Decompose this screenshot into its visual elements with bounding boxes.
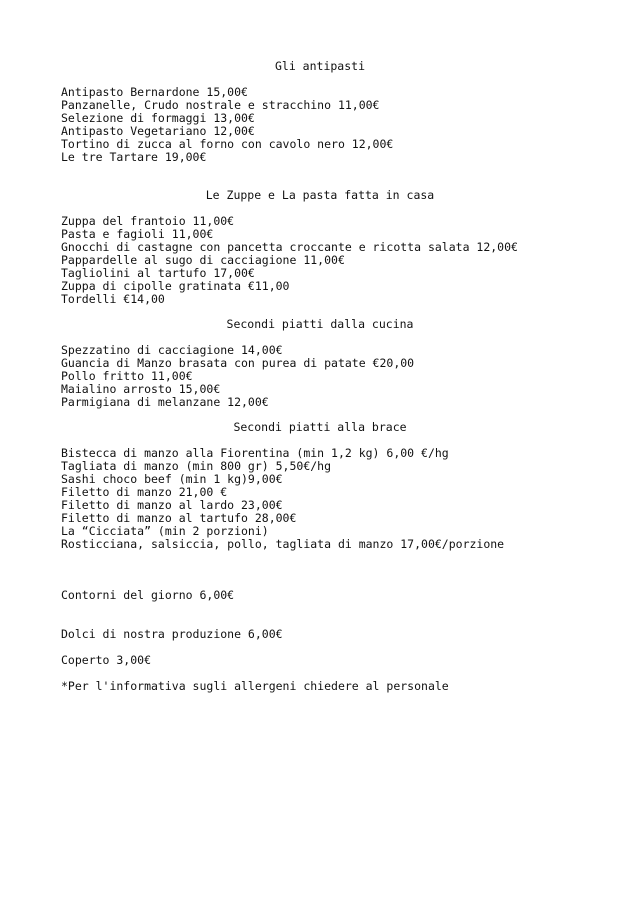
menu-list-secondi-cucina (61, 344, 414, 409)
menu-list-secondi-brace (61, 447, 504, 551)
menu-item: Filetto di manzo 21,00 € (61, 485, 228, 499)
section-heading-secondi-brace: Secondi piatti alla brace (233, 420, 407, 434)
menu-item: Bistecca di manzo alla Fiorentina (min 1,2 kg) 6,00 €/hg (61, 446, 449, 460)
menu-item: La “Cicciata” (min 2 porzioni) (61, 524, 269, 538)
menu-item: Tortino di zucca al forno con cavolo nero 12,00€ (61, 137, 394, 151)
menu-item: Sashi choco beef (min 1 kg)9,00€ (61, 472, 283, 486)
menu-item: Antipasto Bernardone 15,00€ (61, 85, 248, 99)
menu-item: Pappardelle al sugo di cacciagione 11,00€ (61, 253, 345, 267)
menu-item: Pasta e fagioli 11,00€ (61, 227, 214, 241)
coperto-line: Coperto 3,00€ (61, 653, 152, 667)
menu-item: Pollo fritto 11,00€ (61, 369, 193, 383)
menu-list-zuppe-pasta (61, 215, 518, 306)
menu-item: Guancia di Manzo brasata con purea di patate €20,00 (61, 356, 415, 370)
contorni-line: Contorni del giorno 6,00€ (61, 588, 235, 602)
menu-item: Maialino arrosto 15,00€ (61, 382, 221, 396)
menu-item: Filetto di manzo al lardo 23,00€ (61, 498, 283, 512)
dolci-line: Dolci di nostra produzione 6,00€ (61, 627, 283, 641)
menu-item: Le tre Tartare 19,00€ (61, 150, 207, 164)
menu-item: Selezione di formaggi 13,00€ (61, 111, 255, 125)
menu-item: Tagliata di manzo (min 800 gr) 5,50€/hg (61, 459, 332, 473)
allergen-note: *Per l'informativa sugli allergeni chiedere al personale (61, 679, 449, 693)
menu-item: Panzanelle, Crudo nostrale e stracchino 11,00€ (61, 98, 380, 112)
menu-item: Filetto di manzo al tartufo 28,00€ (61, 511, 297, 525)
section-heading-antipasti: Gli antipasti (274, 59, 365, 73)
menu-item: Spezzatino di cacciagione 14,00€ (61, 343, 283, 357)
menu-item: Zuppa di cipolle gratinata €11,00 (61, 279, 290, 293)
menu-item: Rosticciana, salsiccia, pollo, tagliata di manzo 17,00€/porzione (61, 537, 505, 551)
menu-item: Gnocchi di castagne con pancetta croccante e ricotta salata 12,00€ (61, 240, 518, 254)
menu-list-antipasti (61, 86, 393, 164)
menu-item: Tagliolini al tartufo 17,00€ (61, 266, 255, 280)
menu-item: Parmigiana di melanzane 12,00€ (61, 395, 269, 409)
section-heading-zuppe-pasta: Le Zuppe e La pasta fatta in casa (205, 188, 435, 202)
menu-item: Zuppa del frantoio 11,00€ (61, 214, 235, 228)
menu-item: Tordelli €14,00 (61, 292, 165, 306)
section-heading-secondi-cucina: Secondi piatti dalla cucina (226, 317, 414, 331)
menu-item: Antipasto Vegetariano 12,00€ (61, 124, 255, 138)
